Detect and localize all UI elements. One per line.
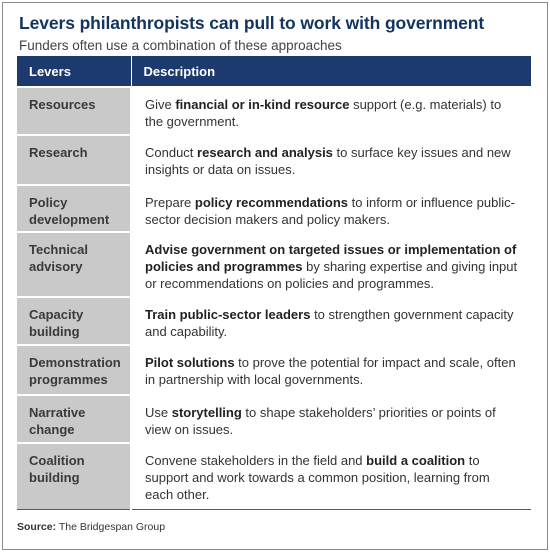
description-text: to support and work towards a common position, learning from each other. [145,453,490,502]
description-emphasis: storytelling [171,405,242,420]
description-emphasis: Advise government on targeted issues or implementation of policies and programmes [145,242,517,274]
description-emphasis: policy recommendations [194,195,349,210]
lever-name: Policy development [17,185,131,232]
lever-description [131,345,531,395]
lever-description [131,232,531,297]
lever-name: Resources [17,87,131,135]
description-text: to inform or influence public-sector decision makers and policy makers. [145,195,515,227]
table-row [17,443,531,509]
lever-name: Technical advisory [17,232,131,297]
table-header-row [17,56,531,87]
description-text: Prepare [145,195,195,210]
lever-name: Narrative change [17,395,131,443]
table-row [17,185,531,232]
description-text: Convene stakeholders in the field and [145,453,367,468]
description-text: to prove the potential for impact and scale, often in partnership with local governments. [145,355,516,387]
lever-name: Research [17,135,131,185]
table-row [17,232,531,297]
lever-name: Capacity building [17,297,131,345]
table-row [17,395,531,443]
source-label: Source: [17,521,57,533]
lever-name: Demonstration programmes [17,345,131,395]
lever-name: Coalition building [17,443,131,509]
description-text: to surface key issues and new insights or data on issues. [145,145,511,177]
lever-description [131,185,531,232]
table-row [17,87,531,135]
description-text: support (e.g. materials) to the government. [145,97,502,129]
lever-description [131,87,531,135]
lever-description [131,135,531,185]
description-emphasis: Pilot solutions [145,355,235,370]
header-description: Description [131,56,531,87]
lever-description [131,395,531,443]
header-levers: Levers [17,56,131,87]
description-emphasis: research and analysis [197,145,333,160]
table-row [17,135,531,185]
source-note [17,521,165,533]
table-row [17,345,531,395]
figure-title: Levers philanthropists can pull to work with government [19,13,485,33]
description-text: Use [145,405,172,420]
description-text: to shape stakeholders’ priorities or points of view on issues. [145,405,496,437]
description-text: Conduct [145,145,198,160]
description-text: Give [145,97,176,112]
source-text: The Bridgespan Group [58,521,166,533]
description-emphasis: Train public-sector leaders [145,307,311,322]
description-emphasis: build a coalition [366,453,466,468]
description-text: by sharing expertise and giving input or recommendations on policies and programmes. [145,259,518,291]
figure-subtitle: Funders often use a combination of these approaches [19,38,342,53]
description-emphasis: financial or in-kind resource [175,97,350,112]
lever-description [131,297,531,345]
table-row [17,297,531,345]
description-text: to strengthen government capacity and capability. [145,307,514,339]
levers-table [17,56,531,510]
lever-description [131,443,531,509]
